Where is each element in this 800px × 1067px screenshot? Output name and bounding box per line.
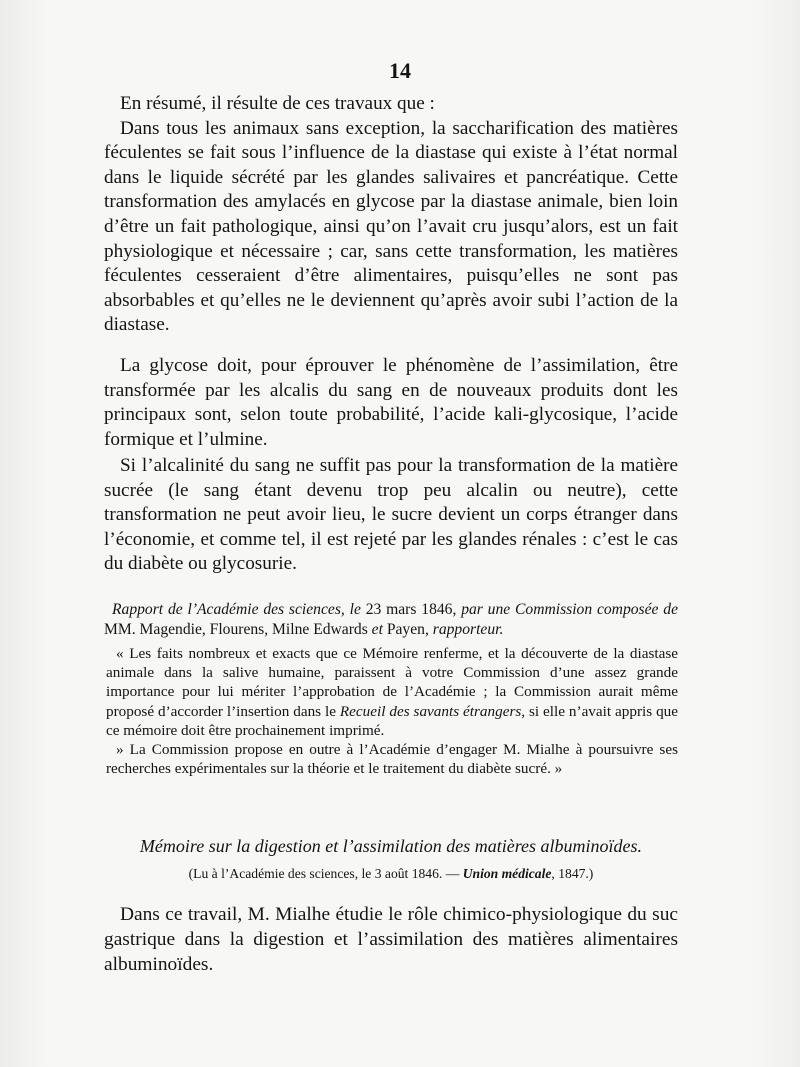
- glycose-paragraph: La glycose doit, pour éprouver le phénomène de l’assimilation, être transformée par les alcalis du sang en de nouveaux produits dont les principaux sont, selon toute probabilité, l’acide kali-glycosique, l’acide formique et l’ulmine.: [104, 355, 678, 450]
- summary-paragraph: Dans tous les animaux sans exception, la saccharification des matières féculentes se fait sous l’influence de la diastase qui existe à l’état normal dans le liquide sécrété par les glandes salivaires et pancréatique. Cette transformation des amylacés en glycose par la diastase animale, bien loin d’être un fait pathologique, ainsi qu’on l’avait cru jusqu’alors, est un fait physiologique et nécessaire ; car, sans cette transformation, les matières féculentes cesseraient d’être alimentaires, puisqu’elles ne sont pas absorbables et qu’elles ne le deviennent qu’après avoir subi l’action de la diastase.: [104, 117, 678, 336]
- glycose-section: [104, 354, 678, 452]
- report-et: et: [371, 621, 383, 638]
- report-text-2: par une Commission composée de: [461, 601, 678, 618]
- subhead-text-b: , 1847.): [551, 866, 594, 881]
- report-text-1: Rapport de l’Académie des sciences, le: [112, 601, 361, 618]
- page-number: 14: [389, 58, 411, 83]
- quote-paragraph-1: [106, 644, 678, 740]
- quote-journal-title: Recueil des savants étrangers: [339, 702, 522, 720]
- section-subhead: [104, 866, 678, 882]
- subhead-text-a: (Lu à l’Académie des sciences, le 3 août 1846. —: [188, 866, 463, 881]
- summary-intro: En résumé, il résulte de ces travaux que :: [120, 93, 435, 114]
- alcalinite-paragraph: Si l’alcalinité du sang ne suffit pas pour la transformation de la matière sucrée (le sang étant devenu trop peu alcalin ou neutre), cette transformation ne peut avoir lieu, le sucre devient un corps étranger dans l’économie, et comme tel, il est rejeté par les glandes rénales : c’est le cas du diabète ou glycosurie.: [104, 455, 678, 575]
- quote-text-b: , si elle n’avait appris que ce mémoire doit être prochainement imprimé.: [106, 702, 678, 739]
- alcalinite-section: [104, 454, 678, 577]
- report-role: rapporteur.: [432, 621, 504, 638]
- commission-quote: [106, 644, 678, 778]
- quote-paragraph-2: » La Commission propose en outre à l’Académie d’engager M. Mialhe à poursuivre ses recherches expérimentales sur la théorie et le traitement du diabète sucré. »: [106, 741, 678, 778]
- report-names: MM. Magendie, Flourens, Milne Edwards: [104, 621, 372, 638]
- report-date: 23 mars 1846,: [360, 601, 462, 618]
- report-reference: [104, 600, 678, 640]
- final-section: [104, 902, 678, 977]
- final-paragraph: Dans ce travail, M. Mialhe étudie le rôle chimico-physiologique du suc gastrique dans la digestion et l’assimilation des matières alimentaires albuminoïdes.: [104, 904, 678, 975]
- quote-text-a: « Les faits nombreux et exacts que ce Mémoire renferme, et la découverte de la diastase animale dans la salive humaine, paraissent à votre Commission d’une assez grande importance pour lui mériter l’approbation de l’Académie ; la Commission aurait même proposé d’accorder l’insertion dans le: [106, 645, 678, 720]
- report-names-2: Payen,: [382, 621, 433, 638]
- section-heading: Mémoire sur la digestion et l’assimilation des matières albuminoïdes.: [139, 836, 643, 856]
- subhead-journal: Union médicale: [462, 866, 552, 881]
- summary-section: [104, 92, 678, 338]
